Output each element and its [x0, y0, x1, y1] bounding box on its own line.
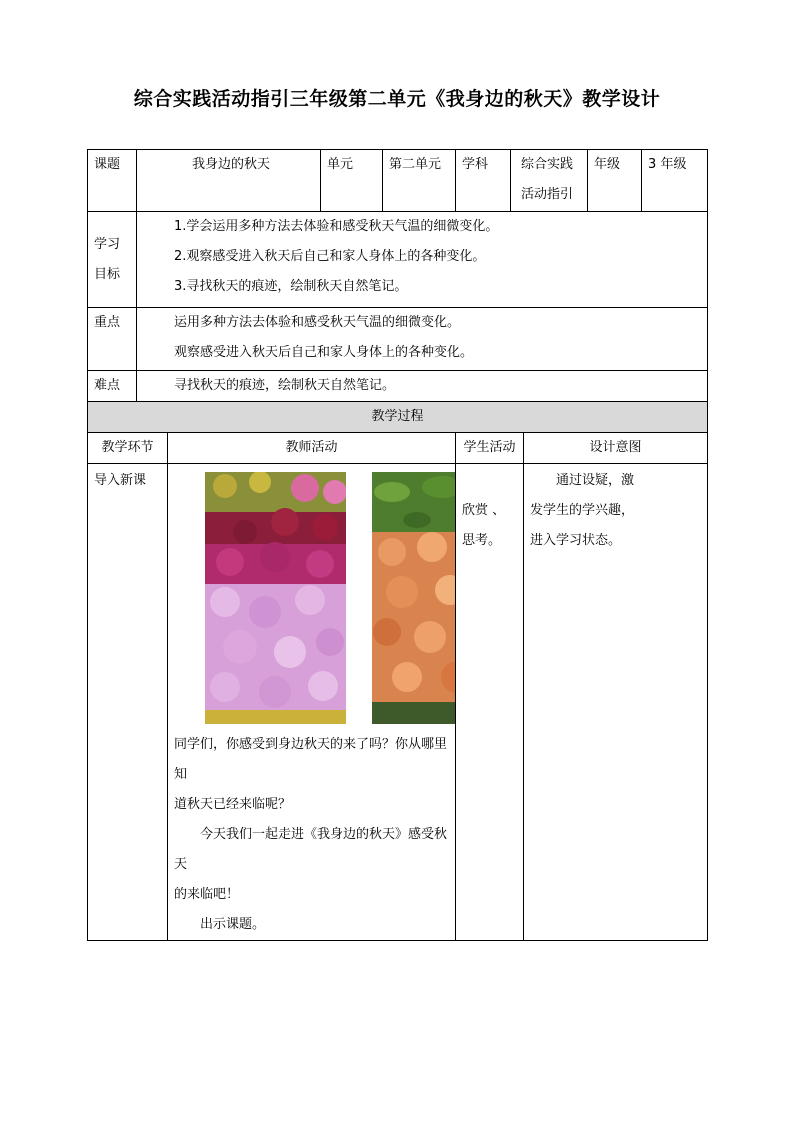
teacher-line: 出示课题。 — [200, 917, 266, 932]
info-row — [88, 150, 708, 212]
key-points-label: 重点 — [88, 308, 137, 371]
chrysanthemum-bed-photo — [205, 472, 346, 724]
col-intent: 设计意图 — [524, 433, 708, 464]
subject-value: 综合实践 活动指引 — [511, 150, 588, 212]
unit-value: 第二单元 — [383, 150, 456, 212]
col-student: 学生活动 — [456, 433, 524, 464]
key-point-item: 运用多种方法去体验和感受秋天气温的细微变化。 — [174, 315, 461, 330]
difficulty-text: 寻找秋天的痕迹，绘制秋天自然笔记。 — [137, 371, 708, 402]
topic-value: 我身边的秋天 — [137, 150, 321, 212]
col-teacher: 教师活动 — [168, 433, 456, 464]
unit-label: 单元 — [321, 150, 383, 212]
difficulty-row — [88, 371, 708, 402]
teacher-line: 今天我们一起走进《我身边的秋天》感受秋天 — [174, 827, 448, 872]
teacher-line: 同学们，你感受到身边秋天的来了吗？你从哪里知 — [174, 737, 448, 782]
stage-cell: 导入新课 — [88, 464, 168, 941]
orange-chrysanthemum-photo — [372, 472, 456, 724]
objective-item: 1.学会运用多种方法去体验和感受秋天气温的细微变化。 — [174, 219, 499, 234]
page-title: 综合实践活动指引三年级第二单元《我身边的秋天》教学设计 — [133, 88, 661, 110]
teacher-line: 道秋天已经来临呢？ — [174, 797, 292, 812]
objectives-row — [88, 212, 708, 308]
objective-item: 3.寻找秋天的痕迹，绘制秋天自然笔记。 — [174, 279, 408, 294]
process-row-lead-in — [88, 464, 708, 941]
objectives-label: 学习 目标 — [88, 212, 137, 308]
process-header: 教学过程 — [88, 402, 708, 433]
design-intent-cell: 通过设疑，激 发学生的学兴趣， 进入学习状态。 — [524, 464, 708, 941]
objectives-list — [137, 212, 708, 308]
teacher-line: 的来临吧！ — [174, 887, 240, 902]
teacher-activity-cell — [168, 464, 456, 941]
objective-item: 2.观察感受进入秋天后自己和家人身体上的各种变化。 — [174, 249, 486, 264]
key-point-item: 观察感受进入秋天后自己和家人身体上的各种变化。 — [174, 345, 474, 360]
grade-value: 3 年级 — [642, 150, 708, 212]
subject-label: 学科 — [456, 150, 511, 212]
key-points-row — [88, 308, 708, 371]
photo-strip — [174, 472, 449, 730]
grade-label: 年级 — [588, 150, 642, 212]
key-points-list — [137, 308, 708, 371]
topic-label: 课题 — [88, 150, 137, 212]
difficulty-label: 难点 — [88, 371, 137, 402]
process-columns-row — [88, 433, 708, 464]
col-stage: 教学环节 — [88, 433, 168, 464]
student-activity-cell: 欣赏 、思考。 — [456, 464, 524, 941]
lesson-plan-table — [87, 149, 708, 941]
process-header-row — [88, 402, 708, 433]
